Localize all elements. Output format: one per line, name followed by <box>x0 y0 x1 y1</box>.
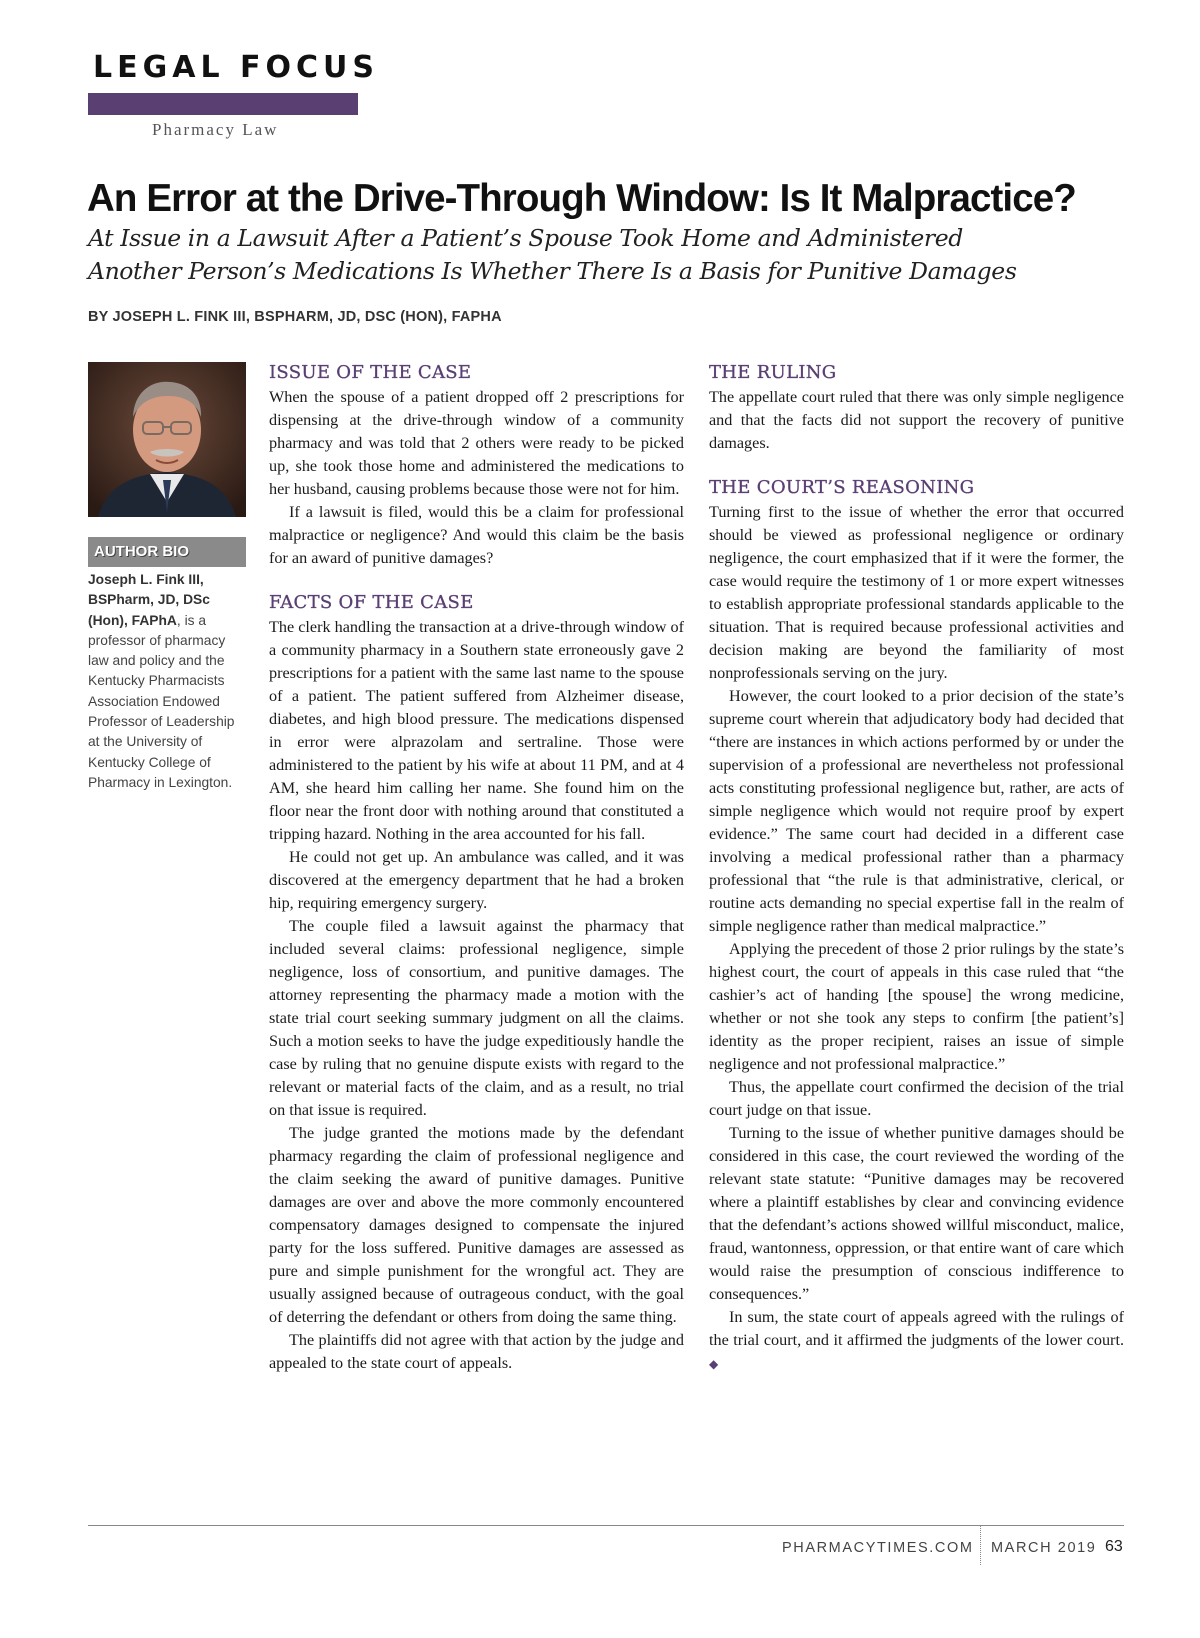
paragraph: The clerk handling the transaction at a drive-through window of a community pharmacy in a Southern state erroneously gave 2 prescriptions for a patient with the same last name to the spouse of a patient. The patient suffered from Alzheimer disease, diabetes, and high blood pressure. The medications dispensed in error were alprazolam and sertraline. Those were administered to the patient by his wife at about 11 PM, and at 4 AM, she heard him calling her name. She found him on the floor near the front door with nothing around that constituted a tripping hazard. Nothing in the area accounted for his fall. <box>269 618 684 843</box>
column-right <box>709 360 1124 1376</box>
final-text: In sum, the state court of appeals agreed with the rulings of the trial court, and it affirmed the judgments of the lower court. <box>709 1308 1124 1349</box>
heading-issue: ISSUE OF THE CASE <box>269 362 472 383</box>
author-name: Joseph L. Fink III, BSPharm, JD, DSc (Hon), FAPhA <box>88 572 210 628</box>
heading-reasoning: THE COURT’S REASONING <box>709 477 975 498</box>
author-bio-description: , is a professor of pharmacy law and policy and the Kentucky Pharmacists Association Endowed Professor of Leadership at the University of Kentucky College of Pharmacy in Lexington. <box>88 612 235 790</box>
paragraph: Turning to the issue of whether punitive damages should be considered in this case, the court reviewed the wording of the relevant state statute: “Punitive damages may be recovered where a plaintiff establishes by clear and convincing evidence that the defendant’s actions showed willful misconduct, malice, fraud, wantonness, oppression, or that entire want of care which would raise the presumption of conscious indifference to consequences.” <box>709 1124 1124 1303</box>
author-bio-text <box>88 570 246 793</box>
paragraph: The plaintiffs did not agree with that action by the judge and appealed to the state court of appeals. <box>269 1331 684 1372</box>
paragraph: Applying the precedent of those 2 prior rulings by the state’s highest court, the court of appeals in this case ruled that “the cashier’s act of handing [the spouse] the wrong medicine, whether or not she took any steps to confirm [the patient’s] identity as the proper recipient, raises an issue of simple negligence and not professional malpractice.” <box>709 940 1124 1073</box>
article-title: An Error at the Drive-Through Window: Is It Malpractice? <box>87 177 1076 220</box>
footer-date: MARCH 2019 <box>991 1540 1097 1556</box>
end-mark-icon: ◆ <box>709 1357 719 1371</box>
section-label: LEGAL FOCUS <box>93 50 379 85</box>
footer-divider <box>980 1525 981 1565</box>
heading-facts: FACTS OF THE CASE <box>269 592 474 613</box>
paragraph: When the spouse of a patient dropped off 2 prescriptions for dispensing at the drive-through window of a community pharmacy and was told that 2 others were ready to be picked up, she took those home and administered the medications to her husband, causing problems because those were not for him. <box>269 388 684 498</box>
paragraph: Thus, the appellate court confirmed the decision of the trial court judge on that issue. <box>709 1078 1124 1119</box>
column-left <box>269 360 684 1375</box>
author-photo <box>88 362 246 517</box>
paragraph: However, the court looked to a prior decision of the state’s supreme court wherein that adjudicatory body had decided that “there are instances in which actions performed by or under the supervision of a professional are nevertheless not professional acts constituting professional negligence but, rather, are acts of simple negligence which would not require proof by expert evidence.” The same court had decided in a different case involving a medical professional rather than a pharmacy professional that “the rule is that administrative, clerical, or routine acts demanding no special expertise fall in the realm of simple negligence rather than medical malpractice.” <box>709 687 1124 935</box>
author-bio-label: AUTHOR BIO <box>88 537 246 567</box>
article-deck <box>88 222 1148 288</box>
paragraph-final <box>709 1306 1124 1376</box>
byline: BY JOSEPH L. FINK III, BSPHARM, JD, DSC (HON), FAPHA <box>88 309 502 325</box>
paragraph: Turning first to the issue of whether the error that occurred should be viewed as professional negligence or ordinary negligence, the court emphasized that if it were the former, the case would require the testimony of 1 or more expert witnesses to establish appropriate professional standards applicable to the situation. That is required because professional activities and decision making are beyond the familiarity of most nonprofessionals serving on the jury. <box>709 503 1124 682</box>
deck-line-2: Another Person’s Medications Is Whether There Is a Basis for Punitive Damages <box>88 257 1017 285</box>
paragraph: The judge granted the motions made by the defendant pharmacy regarding the claim of professional negligence and the claim seeking the award of punitive damages. Punitive damages are over and above the more commonly encountered compensatory damages designed to compensate the injured party for the loss suffered. Punitive damages are assessed as pure and simple punishment for the wrongful act. They are usually assigned because of outrageous conduct, with the goal of deterring the defendant or others from doing the same thing. <box>269 1124 684 1326</box>
section-bar <box>88 93 358 115</box>
paragraph: If a lawsuit is filed, would this be a claim for professional malpractice or negligence? And would this claim be the basis for an award of punitive damages? <box>269 503 684 567</box>
footer-rule <box>88 1525 1124 1526</box>
page-number: 63 <box>1105 1538 1123 1555</box>
heading-ruling: THE RULING <box>709 362 837 383</box>
paragraph: The appellate court ruled that there was only simple negligence and that the facts did not support the recovery of punitive damages. <box>709 388 1124 452</box>
subsection-label: Pharmacy Law <box>152 120 279 139</box>
paragraph: He could not get up. An ambulance was called, and it was discovered at the emergency department that he had a broken hip, requiring emergency surgery. <box>269 848 684 912</box>
paragraph: The couple filed a lawsuit against the pharmacy that included several claims: professional negligence, simple negligence, loss of consortium, and punitive damages. The attorney representing the pharmacy made a motion with the state trial court seeking summary judgment on all the claims. Such a motion seeks to have the judge expeditiously handle the case by ruling that no genuine dispute exists with regard to the relevant or material facts of the claim, and as a result, no trial on that issue is required. <box>269 917 684 1119</box>
footer-site: PHARMACYTIMES.COM <box>782 1540 974 1556</box>
deck-line-1: At Issue in a Lawsuit After a Patient’s Spouse Took Home and Administered <box>88 224 963 252</box>
